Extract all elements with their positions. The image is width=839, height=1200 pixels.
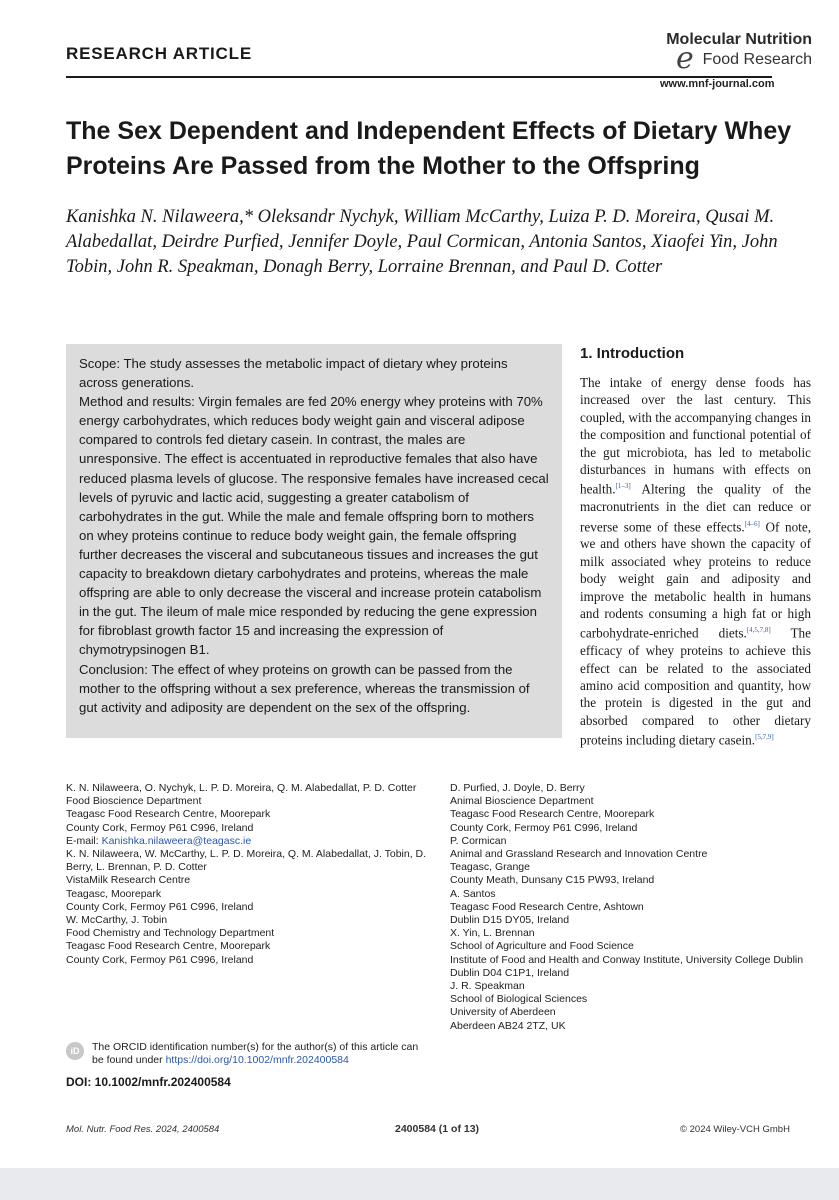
journal-url[interactable]: www.mnf-journal.com — [660, 78, 775, 90]
journal-name-line2: Food Research — [702, 51, 812, 68]
affiliation-line: Teagasc Food Research Centre, Moorepark — [450, 808, 655, 821]
citation-link[interactable]: [4,5,7,8] — [746, 626, 771, 635]
affiliation-names: W. McCarthy, J. Tobin — [66, 914, 168, 927]
affiliation-names: J. R. Speakman — [450, 980, 525, 993]
orcid-link[interactable]: https://doi.org/10.1002/mnfr.202400584 — [165, 1054, 349, 1066]
affiliation-line: County Meath, Dunsany C15 PW93, Ireland — [450, 874, 655, 887]
affiliation-line: Dublin D15 DY05, Ireland — [450, 914, 570, 927]
orcid-text-wrap — [92, 1041, 432, 1067]
abstract-scope — [79, 354, 549, 392]
affiliation-line: Aberdeen AB24 2TZ, UK — [450, 1019, 566, 1032]
intro-text-1: The intake of energy dense foods has increased over the last century. This coupled, with the accompanying changes in the composition and functional potential of the gut microbiota, has led to metabolic disturbances in humans with effects on health. — [580, 375, 811, 497]
journal-logo[interactable] — [652, 31, 812, 75]
email-label: E-mail: — [66, 834, 102, 847]
citation-link[interactable]: [4–6] — [744, 519, 760, 528]
author-list: Kanishka N. Nilaweera,* Oleksandr Nychyk, William McCarthy, Luiza P. D. Moreira, Qusai M. Alabedallat, Deirdre Purfied, Jennifer Doyle, Paul Cormican, Antonia Santos, Xiaofei Yin, John Tobin, John R. Speakman, Donagh Berry, Lorraine Brennan, and Paul D. Cotter — [66, 207, 778, 277]
scope-text: The study assesses the metabolic impact of dietary whey proteins across generations. — [79, 356, 508, 391]
affiliation-line: Institute of Food and Health and Conway Institute, University College Dublin — [450, 953, 804, 966]
affiliation-line: Teagasc, Grange — [450, 861, 530, 874]
affiliation-line: Dublin D04 C1P1, Ireland — [450, 966, 570, 979]
doi[interactable]: DOI: 10.1002/mnfr.202400584 — [66, 1075, 231, 1089]
footer-citation: Mol. Nutr. Food Res. 2024, 2400584 — [66, 1124, 220, 1135]
footer-copyright: © 2024 Wiley-VCH GmbH — [680, 1124, 790, 1135]
affiliation-line: School of Biological Sciences — [450, 993, 588, 1006]
orcid-icon: iD — [66, 1042, 84, 1060]
affiliation-line: VistaMilk Research Centre — [66, 874, 191, 887]
article-type-label: RESEARCH ARTICLE — [66, 44, 252, 63]
affiliation-names: D. Purfied, J. Doyle, D. Berry — [450, 782, 585, 794]
affiliation-line: Animal and Grassland Research and Innovation Centre — [450, 848, 708, 861]
abstract-conclusion — [79, 660, 549, 717]
introduction-body — [580, 374, 811, 749]
affiliation-line: School of Agriculture and Food Science — [450, 940, 634, 953]
methods-label: Method and results: — [79, 394, 195, 410]
affiliation-names: K. N. Nilaweera, W. McCarthy, L. P. D. Moreira, Q. M. Alabedallat, J. Tobin, D. Berry, L. Brennan, P. D. Cotter — [66, 848, 427, 874]
footer-page-number: 2400584 (1 of 13) — [395, 1123, 480, 1135]
abstract-methods — [79, 392, 549, 659]
affiliation-line: County Cork, Fermoy P61 C996, Ireland — [66, 821, 254, 834]
affiliation-line: Teagasc Food Research Centre, Moorepark — [66, 940, 271, 953]
conclusion-label: Conclusion: — [79, 661, 148, 677]
introduction-heading: 1. Introduction — [580, 345, 685, 362]
affiliations-right — [450, 782, 810, 1033]
citation-link[interactable]: [5,7,9] — [755, 733, 774, 742]
affiliation-line: County Cork, Fermoy P61 C996, Ireland — [450, 821, 638, 834]
journal-logo-mark: e — [676, 41, 694, 76]
article-title: The Sex Dependent and Independent Effects of Dietary Whey Proteins Are Passed from the Mother to the Offspring — [66, 117, 792, 180]
affiliation-names: X. Yin, L. Brennan — [450, 927, 535, 940]
affiliation-names: A. Santos — [450, 887, 496, 900]
abstract-box — [66, 344, 562, 738]
affiliation-line: County Cork, Fermoy P61 C996, Ireland — [66, 900, 254, 913]
affiliation-line: Food Chemistry and Technology Department — [66, 927, 275, 940]
affiliation-line: Teagasc Food Research Centre, Ashtown — [450, 900, 644, 913]
affiliation-names: P. Cormican — [450, 834, 507, 847]
orcid-text: The ORCID identification number(s) for the author(s) of this article can be found under — [92, 1041, 419, 1066]
conclusion-text: The effect of whey proteins on growth can be passed from the mother to the offspring without a sex preference, whereas the transmission of gut activity and adiposity are dependent on the sex of the offspring. — [79, 661, 530, 715]
email-line — [66, 835, 436, 848]
affiliations-left — [66, 782, 436, 967]
affiliation-line: Food Bioscience Department — [66, 795, 202, 808]
affiliation-line: Teagasc, Moorepark — [66, 887, 162, 900]
intro-text-2: Altering the quality of the macronutrients in the diet can reduce or reverse some of these effects. — [580, 481, 811, 535]
journal-name-line1: Molecular Nutrition — [666, 31, 812, 48]
affiliation-line: Animal Bioscience Department — [450, 795, 594, 808]
citation-link[interactable]: [1–3] — [615, 482, 631, 491]
affiliation-line: University of Aberdeen — [450, 1006, 556, 1019]
intro-text-4: The efficacy of whey proteins to achieve this effect can be related to the associated amino acid composition and quantity, how the protein is digested in the gut and absorbed compared to other dietary proteins including dietary casein. — [580, 625, 812, 748]
intro-text-3: Of note, we and others have shown the capacity of milk associated whey proteins to reduce body weight gain and adiposity and improve the metabolic health in humans and rodents consuming a high fat or high carbohydrate-enriched diets. — [580, 519, 812, 641]
affiliation-line: Teagasc Food Research Centre, Moorepark — [66, 808, 271, 821]
affiliation-names: K. N. Nilaweera, O. Nychyk, L. P. D. Moreira, Q. M. Alabedallat, P. D. Cotter — [66, 782, 417, 794]
scope-label: Scope: — [79, 356, 121, 371]
email-link[interactable]: Kanishka.nilaweera@teagasc.ie — [101, 834, 252, 847]
affiliation-line: County Cork, Fermoy P61 C996, Ireland — [66, 953, 254, 966]
methods-text: Virgin females are fed 20% energy whey proteins with 70% energy carbohydrates, which reduces body weight gain and visceral adipose compared to controls fed dietary casein. In contrast, the males are unresponsive. The effect is accentuated in reproductive females that also have reduced plasma levels of glucose. The responsive females have increased cecal levels of pyruvic and lactic acid, suggesting a greater catabolism of carbohydrates in the gut. While the male and female offspring born to mothers on whey proteins continue to reduce body weight gain, the female offspring further decreases the visceral and subcutaneous tissues and increases the gut capacity to breakdown dietary carbohydrates and proteins, whereas the male offspring are able to only decrease the visceral and increase protein catabolism in the gut. The ileum of male mice responded by reducing the gene expression for fibroblast growth factor 15 and increasing the expression of chymotrypsinogen B1. — [79, 394, 549, 658]
